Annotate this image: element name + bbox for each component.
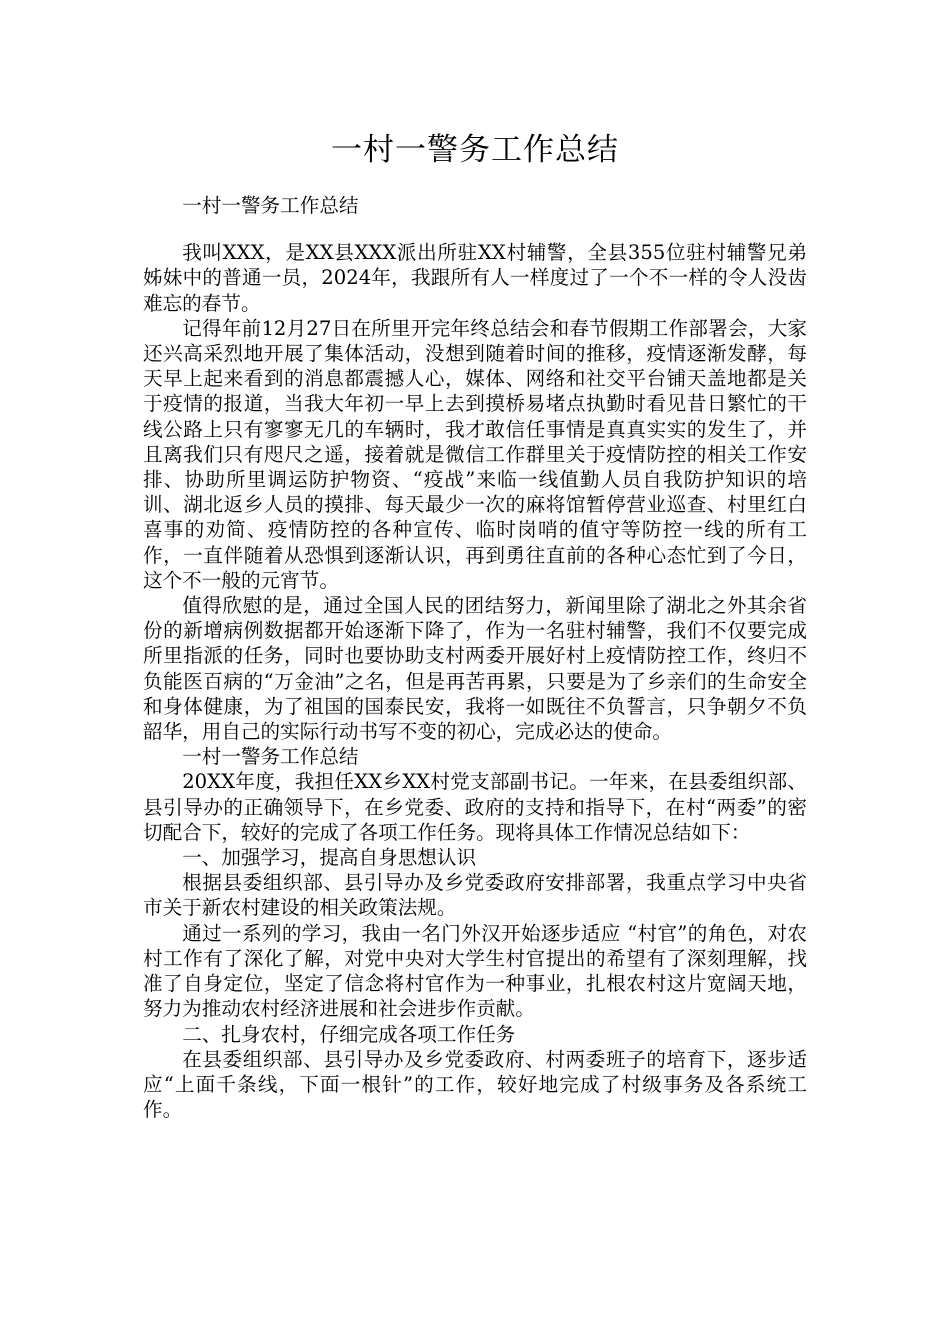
body-paragraph: 我叫XXX，是XX县XXX派出所驻XX村辅警，全县355位驻村辅警兄弟姊妹中的普通一员，2024年，我跟所有人一样度过了一个不一样的令人没齿难忘的春节。 bbox=[143, 241, 807, 315]
section-heading: 二、扎身农村，仔细完成各项工作任务 bbox=[182, 1022, 516, 1046]
section-heading: 一村一警务工作总结 bbox=[182, 745, 359, 769]
section-heading: 一、加强学习，提高自身思想认识 bbox=[182, 846, 477, 870]
body-paragraph: 根据县委组织部、县引导办及乡党委政府安排部署，我重点学习中央省市关于新农村建设的相关政策法规。 bbox=[143, 871, 807, 920]
body-paragraph: 值得欣慰的是，通过全国人民的团结努力，新闻里除了湖北之外其余省份的新增病例数据都开始逐渐下降了，作为一名驻村辅警，我们不仅要完成所里指派的任务，同时也要协助支村两委开展好村上疫情防控工作，终归不负能医百病的“万金油”之名，但是再苦再累，只要是为了乡亲们的生命安全和身体健康，为了祖国的国泰民安，我将一如既往不负誓言，只争朝夕不负韶华，用自己的实际行动书写不变的初心，完成必达的使命。 bbox=[143, 594, 807, 744]
subtitle-paragraph: 一村一警务工作总结 bbox=[182, 194, 359, 217]
document-body bbox=[143, 193, 807, 1122]
body-paragraph: 通过一系列的学习，我由一名门外汉开始逐步适应 “村官”的角色，对农村工作有了深化了解，对党中央对大学生村官提出的希望有了深刻理解，找准了自身定位，坚定了信念将村官作为一种事业，扎根农村这片宽阔天地，努力为推动农村经济进展和社会进步作贡献。 bbox=[143, 921, 807, 1021]
document-title: 一村一警务工作总结 bbox=[331, 132, 619, 168]
body-paragraph: 20XX年度，我担任XX乡XX村党支部副书记。一年来，在县委组织部、县引导办的正确领导下，在乡党委、政府的支持和指导下，在村“两委”的密切配合下，较好的完成了各项工作任务。现将具体工作情况总结如下： bbox=[143, 770, 807, 844]
body-paragraph: 在县委组织部、县引导办及乡党委政府、村两委班子的培育下，逐步适应“上面千条线，下面一根针”的工作，较好地完成了村级事务及各系统工作。 bbox=[143, 1047, 807, 1122]
body-paragraph: 记得年前12月27日在所里开完年终总结会和春节假期工作部署会，大家还兴高采烈地开展了集体活动，没想到随着时间的推移，疫情逐渐发酵，每天早上起来看到的消息都震撼人心，媒体、网络和社交平台铺天盖地都是关于疫情的报道，当我大年初一早上去到摸桥易堵点执勤时看见昔日繁忙的干线公路上只有寥寥无几的车辆时，我才敢信任事情是真真实实的发生了，并且离我们只有咫尺之遥，接着就是微信工作群里关于疫情防控的相关工作安排、协助所里调运防护物资、“疫战”来临一线值勤人员自我防护知识的培训、湖北返乡人员的摸排、每天最少一次的麻将馆暂停营业巡查、村里红白喜事的劝简、疫情防控的各种宣传、临时岗哨的值守等防控一线的所有工作，一直伴随着从恐惧到逐渐认识，再到勇往直前的各种心态忙到了今日，这个不一般的元宵节。 bbox=[143, 316, 807, 592]
document-page bbox=[143, 0, 823, 1344]
